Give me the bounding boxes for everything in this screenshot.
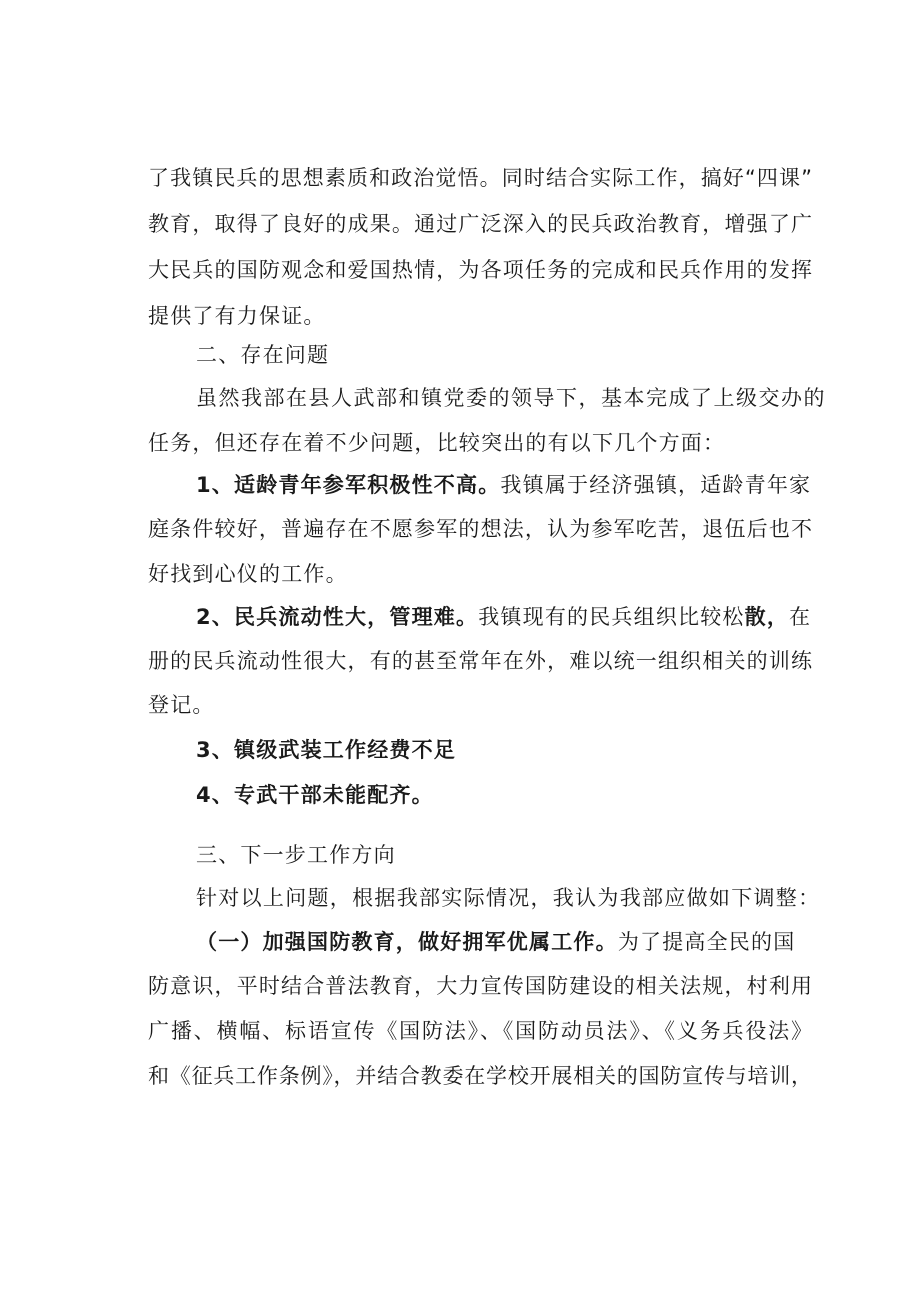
list-item xyxy=(196,602,811,632)
item-text: 为了提高全民的国 xyxy=(617,930,796,954)
item-bold-lead: 2、民兵流动性大，管理难。 xyxy=(196,605,479,629)
paragraph-line: 针对以上问题，根据我部实际情况，我认为我部应做如下调整： xyxy=(196,886,821,910)
section-heading: 二、存在问题 xyxy=(196,343,330,367)
list-item xyxy=(196,470,811,500)
paragraph-line: 庭条件较好，普遍存在不愿参军的想法，认为参军吃苦，退伍后也不 xyxy=(148,517,812,541)
paragraph-line: 防意识，平时结合普法教育，大力宣传国防建设的相关法规，村利用 xyxy=(148,974,812,998)
paragraph-line: 任务，但还存在着不少问题，比较突出的有以下几个方面： xyxy=(148,431,726,455)
paragraph-line: 了我镇民兵的思想素质和政治觉悟。同时结合实际工作，搞好“四课” xyxy=(148,166,812,190)
list-item: 4、专武干部未能配齐。 xyxy=(196,783,434,807)
paragraph-line: 提供了有力保证。 xyxy=(148,304,326,328)
paragraph-line: 好找到心仪的工作。 xyxy=(148,562,348,586)
paragraph-line: 和《征兵工作条例》，并结合教委在学校开展相关的国防宣传与培训， xyxy=(148,1064,812,1088)
list-item xyxy=(196,927,795,957)
paragraph-line: 教育，取得了良好的成果。通过广泛深入的民兵政治教育，增强了广 xyxy=(148,212,812,236)
item-text: 我镇现有的民兵组织比较松 xyxy=(478,605,745,629)
item-bold-lead: 1、适龄青年参军积极性不高。 xyxy=(196,473,501,497)
paragraph-line: 登记。 xyxy=(148,693,215,717)
item-bold-lead: （一）加强国防教育，做好拥军优属工作。 xyxy=(196,930,618,954)
item-text: 我镇属于经济强镇，适龄青年家 xyxy=(500,473,812,497)
list-item: 3、镇级武装工作经费不足 xyxy=(196,738,457,762)
paragraph-line: 大民兵的国防观念和爱国热情，为各项任务的完成和民兵作用的发挥 xyxy=(148,258,812,282)
item-text: 在 xyxy=(789,605,812,629)
paragraph-line: 广播、横幅、标语宣传《国防法》、《国防动员法》、《义务兵役法》 xyxy=(148,1019,812,1043)
paragraph-line: 虽然我部在县人武部和镇党委的领导下，基本完成了上级交办的 xyxy=(196,386,826,410)
section-heading: 三、下一步工作方向 xyxy=(196,843,396,867)
item-bold-char: 散， xyxy=(744,605,790,629)
paragraph-line: 册的民兵流动性很大，有的甚至常年在外，难以统一组织相关的训练 xyxy=(148,649,812,673)
